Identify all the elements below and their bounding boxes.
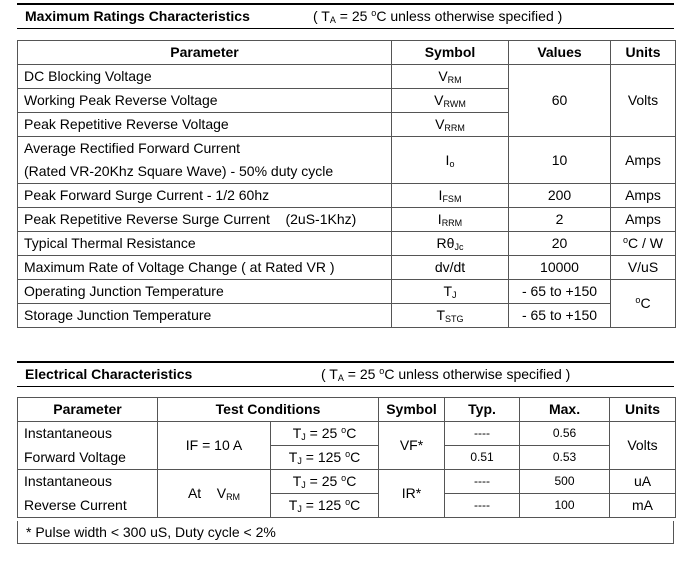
unit-cell: $^o$C <box>611 280 676 328</box>
max-cell: 0.56 <box>520 422 610 446</box>
temp-cell: $T_J = 125$ $^o$C <box>271 494 379 518</box>
condition-cell: IF = 10 A <box>158 422 271 470</box>
header-typ: Typ. <box>445 398 520 422</box>
unit-cell: Amps <box>611 184 676 208</box>
param-cell: Peak Repetitive Reverse Voltage <box>18 113 392 137</box>
table-row <box>18 280 676 304</box>
header-parameter: Parameter <box>18 41 392 65</box>
param-cell: Instantaneous <box>18 470 158 494</box>
unit-cell: Amps <box>611 208 676 232</box>
header-values: Values <box>509 41 611 65</box>
table-row <box>18 470 676 494</box>
table-row <box>18 446 676 470</box>
unit-cell: V/uS <box>611 256 676 280</box>
electrical-header <box>17 361 674 387</box>
symbol-cell: $V_{RM}$ <box>392 65 509 89</box>
typ-cell: 0.51 <box>445 446 520 470</box>
param-cell: Forward Voltage <box>18 446 158 470</box>
header-max: Max. <box>520 398 610 422</box>
param-cell: Peak Forward Surge Current - 1/2 60hz <box>18 184 392 208</box>
table-row <box>18 232 676 256</box>
value-cell: 10 <box>509 137 611 184</box>
param-cell: Instantaneous <box>18 422 158 446</box>
unit-cell: uA <box>610 470 676 494</box>
unit-cell: $^o$C / W <box>611 232 676 256</box>
unit-cell: Volts <box>610 422 676 470</box>
symbol-cell: $R\theta_{Jc}$ <box>392 232 509 256</box>
param-cell: Storage Junction Temperature <box>18 304 392 328</box>
table-header-row <box>18 398 676 422</box>
symbol-cell: $T_J$ <box>392 280 509 304</box>
param-cell: Average Rectified Forward Current <box>18 137 392 161</box>
table-row <box>18 304 676 328</box>
max-cell: 500 <box>520 470 610 494</box>
temp-cell: $T_J = 25$ $^o$C <box>271 470 379 494</box>
param-cell: (Rated VR-20Khz Square Wave) - 50% duty cycle <box>18 160 392 184</box>
value-cell: 2 <box>509 208 611 232</box>
temp-cell: $T_J = 25$ $^o$C <box>271 422 379 446</box>
table-row <box>18 65 676 89</box>
unit-cell: mA <box>610 494 676 518</box>
table-row <box>18 184 676 208</box>
header-symbol: Symbol <box>379 398 445 422</box>
param-cell: Operating Junction Temperature <box>18 280 392 304</box>
header-symbol: Symbol <box>392 41 509 65</box>
temp-cell: $T_J = 125$ $^o$C <box>271 446 379 470</box>
typ-cell: ---- <box>445 470 520 494</box>
table-row <box>18 494 676 518</box>
table-row <box>18 137 676 161</box>
header-units: Units <box>611 41 676 65</box>
footnote: * Pulse width < 300 uS, Duty cycle < 2% <box>17 521 674 544</box>
value-cell: 60 <box>509 65 611 137</box>
symbol-cell: $I_{FSM}$ <box>392 184 509 208</box>
symbol-cell: $I_{RRM}$ <box>392 208 509 232</box>
table-row <box>18 208 676 232</box>
max-ratings-title: Maximum Ratings Characteristics <box>25 8 250 24</box>
symbol-cell: $V_{RRM}$ <box>392 113 509 137</box>
value-cell: 10000 <box>509 256 611 280</box>
max-ratings-header <box>17 3 674 29</box>
unit-cell: Amps <box>611 137 676 184</box>
max-ratings-table <box>17 40 676 328</box>
header-test-conditions: Test Conditions <box>158 398 379 422</box>
symbol-cell: $I_o$ <box>392 137 509 184</box>
max-ratings-condition: ( $T_A = 25$ $^o$C unless otherwise specified ) <box>313 8 563 25</box>
param-cell: Working Peak Reverse Voltage <box>18 89 392 113</box>
unit-cell: Volts <box>611 65 676 137</box>
value-cell: - 65 to +150 <box>509 280 611 304</box>
param-cell: Peak Repetitive Reverse Surge Current (2uS-1Khz) <box>18 208 392 232</box>
value-cell: - 65 to +150 <box>509 304 611 328</box>
electrical-table <box>17 397 676 518</box>
max-cell: 100 <box>520 494 610 518</box>
param-cell: DC Blocking Voltage <box>18 65 392 89</box>
table-row <box>18 256 676 280</box>
param-cell: Reverse Current <box>18 494 158 518</box>
param-cell: Maximum Rate of Voltage Change ( at Rated VR ) <box>18 256 392 280</box>
electrical-condition: ( $T_A = 25$ $^o$C unless otherwise specified ) <box>321 366 571 383</box>
symbol-cell: $T_{STG}$ <box>392 304 509 328</box>
symbol-cell: dv/dt <box>392 256 509 280</box>
max-cell: 0.53 <box>520 446 610 470</box>
typ-cell: ---- <box>445 494 520 518</box>
value-cell: 20 <box>509 232 611 256</box>
symbol-cell: VF* <box>379 422 445 470</box>
symbol-cell: $V_{RWM}$ <box>392 89 509 113</box>
condition-cell: At $V_{RM}$ <box>158 470 271 518</box>
value-cell: 200 <box>509 184 611 208</box>
header-units: Units <box>610 398 676 422</box>
param-cell: Typical Thermal Resistance <box>18 232 392 256</box>
electrical-title: Electrical Characteristics <box>25 366 193 382</box>
table-row <box>18 422 676 446</box>
table-header-row <box>18 41 676 65</box>
symbol-cell: IR* <box>379 470 445 518</box>
header-parameter: Parameter <box>18 398 158 422</box>
typ-cell: ---- <box>445 422 520 446</box>
